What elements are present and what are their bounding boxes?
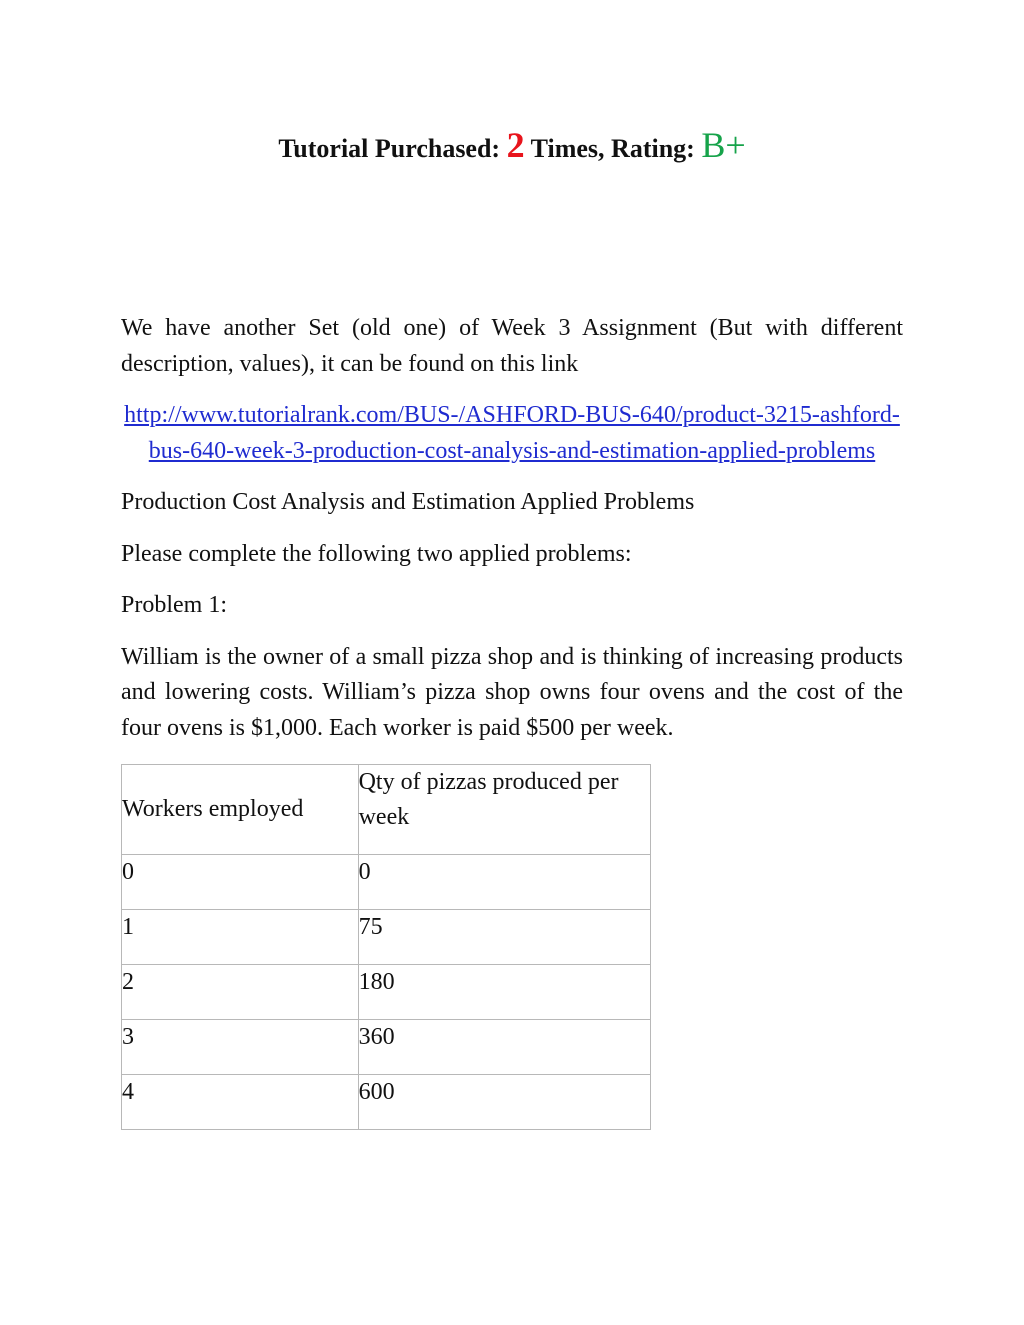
table-row: [122, 910, 651, 965]
rating-label: Times, Rating:: [530, 134, 695, 163]
cell-qty: 75: [358, 910, 650, 965]
cell-qty: 600: [358, 1075, 650, 1130]
header-workers: Workers employed: [122, 765, 359, 855]
header-qty: Qty of pizzas produced per week: [358, 765, 650, 855]
problem-label: Problem 1:: [121, 592, 227, 618]
intro-paragraph: We have another Set (old one) of Week 3 Assignment (But with different description, values), it can be found on this link: [121, 315, 903, 377]
purchased-label: Tutorial Purchased:: [278, 134, 501, 163]
cell-workers: 4: [122, 1075, 359, 1130]
cell-workers: 2: [122, 965, 359, 1020]
tutorial-link[interactable]: http://www.tutorialrank.com/BUS-/ASHFORD-BUS-640/product-3215-ashford-bus-640-week-3-production-cost-analysis-and-estimation-applied-problems: [124, 402, 900, 464]
table-header-row: [122, 765, 651, 855]
document-body: [121, 311, 903, 1130]
production-table: [121, 764, 651, 1130]
rating-value: B+: [701, 125, 746, 165]
section-title: Production Cost Analysis and Estimation Applied Problems: [121, 489, 695, 515]
cell-workers: 0: [122, 855, 359, 910]
cell-qty: 180: [358, 965, 650, 1020]
purchase-count: 2: [506, 125, 525, 165]
table-row: [122, 1075, 651, 1130]
cell-workers: 3: [122, 1020, 359, 1075]
link-paragraph: [121, 398, 903, 469]
table-row: [122, 965, 651, 1020]
table-row: [122, 1020, 651, 1075]
page-title: [0, 122, 1024, 172]
cell-qty: 360: [358, 1020, 650, 1075]
cell-qty: 0: [358, 855, 650, 910]
instruction-text: Please complete the following two applied problems:: [121, 540, 632, 567]
table-row: [122, 855, 651, 910]
cell-workers: 1: [122, 910, 359, 965]
problem-description: William is the owner of a small pizza shop and is thinking of increasing products and lowering costs. William’s pizza shop owns four ovens and the cost of the four ovens is $1,000. Each worker is paid $500 per week.: [121, 643, 903, 741]
